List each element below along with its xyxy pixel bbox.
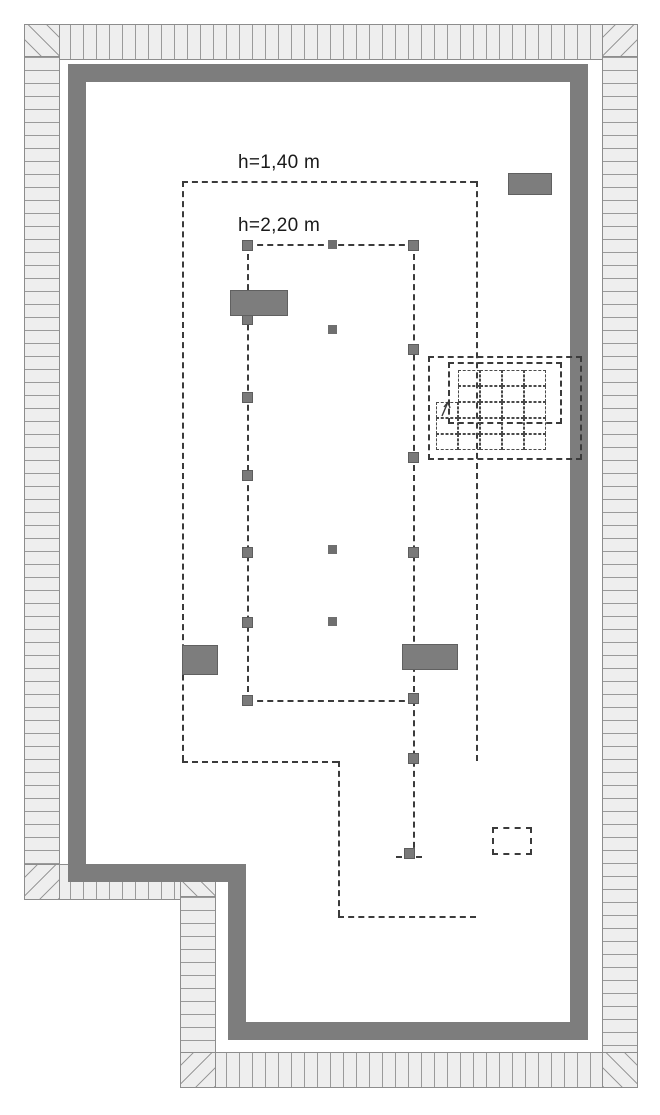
block-top-right (508, 173, 552, 195)
roofline-220-right (413, 244, 415, 702)
post (408, 452, 419, 463)
wall-hatch-corner-bottom-left (180, 1052, 216, 1088)
stair-tread (502, 418, 524, 434)
wall-solid-notch-horizontal (68, 864, 228, 882)
post (242, 240, 253, 251)
post (328, 325, 337, 334)
post (242, 547, 253, 558)
stair-tread (524, 434, 546, 450)
post (408, 693, 419, 704)
stair-tread (524, 402, 546, 418)
stair-tread (524, 370, 546, 386)
stair-tread (502, 386, 524, 402)
wall-hatch-corner-top-left (24, 24, 60, 60)
post (404, 848, 415, 859)
stair-tread (524, 386, 546, 402)
roofline-140-top (182, 181, 476, 183)
roofline-140-step-down (338, 761, 340, 916)
post (242, 617, 253, 628)
post (408, 753, 419, 764)
wall-hatch-corner-notch-left (24, 864, 60, 900)
block-upper-left (230, 290, 288, 316)
post (408, 240, 419, 251)
wall-hatch-lower-left (180, 896, 216, 1056)
post (408, 547, 419, 558)
wall-hatch-top (56, 24, 606, 60)
post (328, 545, 337, 554)
wall-hatch-corner-bottom-right (602, 1052, 638, 1088)
wall-solid-bottom (228, 1022, 588, 1040)
post (242, 392, 253, 403)
stair-tread (524, 418, 546, 434)
stair-tread (502, 434, 524, 450)
roofline-140-right (476, 181, 478, 761)
stair-tread (480, 418, 502, 434)
stair-tread (480, 386, 502, 402)
stair-tread (436, 434, 458, 450)
roofline-220-spur (413, 700, 415, 858)
stair-tread (458, 370, 480, 386)
wall-solid-right (570, 64, 588, 1040)
wall-solid-lower-left (228, 864, 246, 1040)
stair-tread (480, 434, 502, 450)
post (328, 617, 337, 626)
wall-hatch-bottom (212, 1052, 606, 1088)
roofline-140-bottom-left (182, 761, 338, 763)
wall-hatch-left (24, 56, 60, 868)
stair-tread (458, 434, 480, 450)
small-dashed-marker (492, 827, 532, 855)
post (242, 695, 253, 706)
roofline-220-bottom (247, 700, 415, 702)
wall-solid-top (68, 64, 588, 82)
stair-tread (502, 370, 524, 386)
stair-direction-arrow (432, 388, 472, 428)
label-height-220: h=2,20 m (238, 215, 321, 236)
stair-tread (480, 370, 502, 386)
block-lower-right (402, 644, 458, 670)
label-height-140: h=1,40 m (238, 152, 321, 173)
wall-hatch-right (602, 56, 638, 1056)
stair-tread (502, 402, 524, 418)
post (408, 344, 419, 355)
post (242, 470, 253, 481)
stair-tread (480, 402, 502, 418)
post (328, 240, 337, 249)
block-lower-left (182, 645, 218, 675)
wall-hatch-corner-top-right (602, 24, 638, 60)
wall-solid-left (68, 64, 86, 872)
roofline-140-bottom (338, 916, 476, 918)
